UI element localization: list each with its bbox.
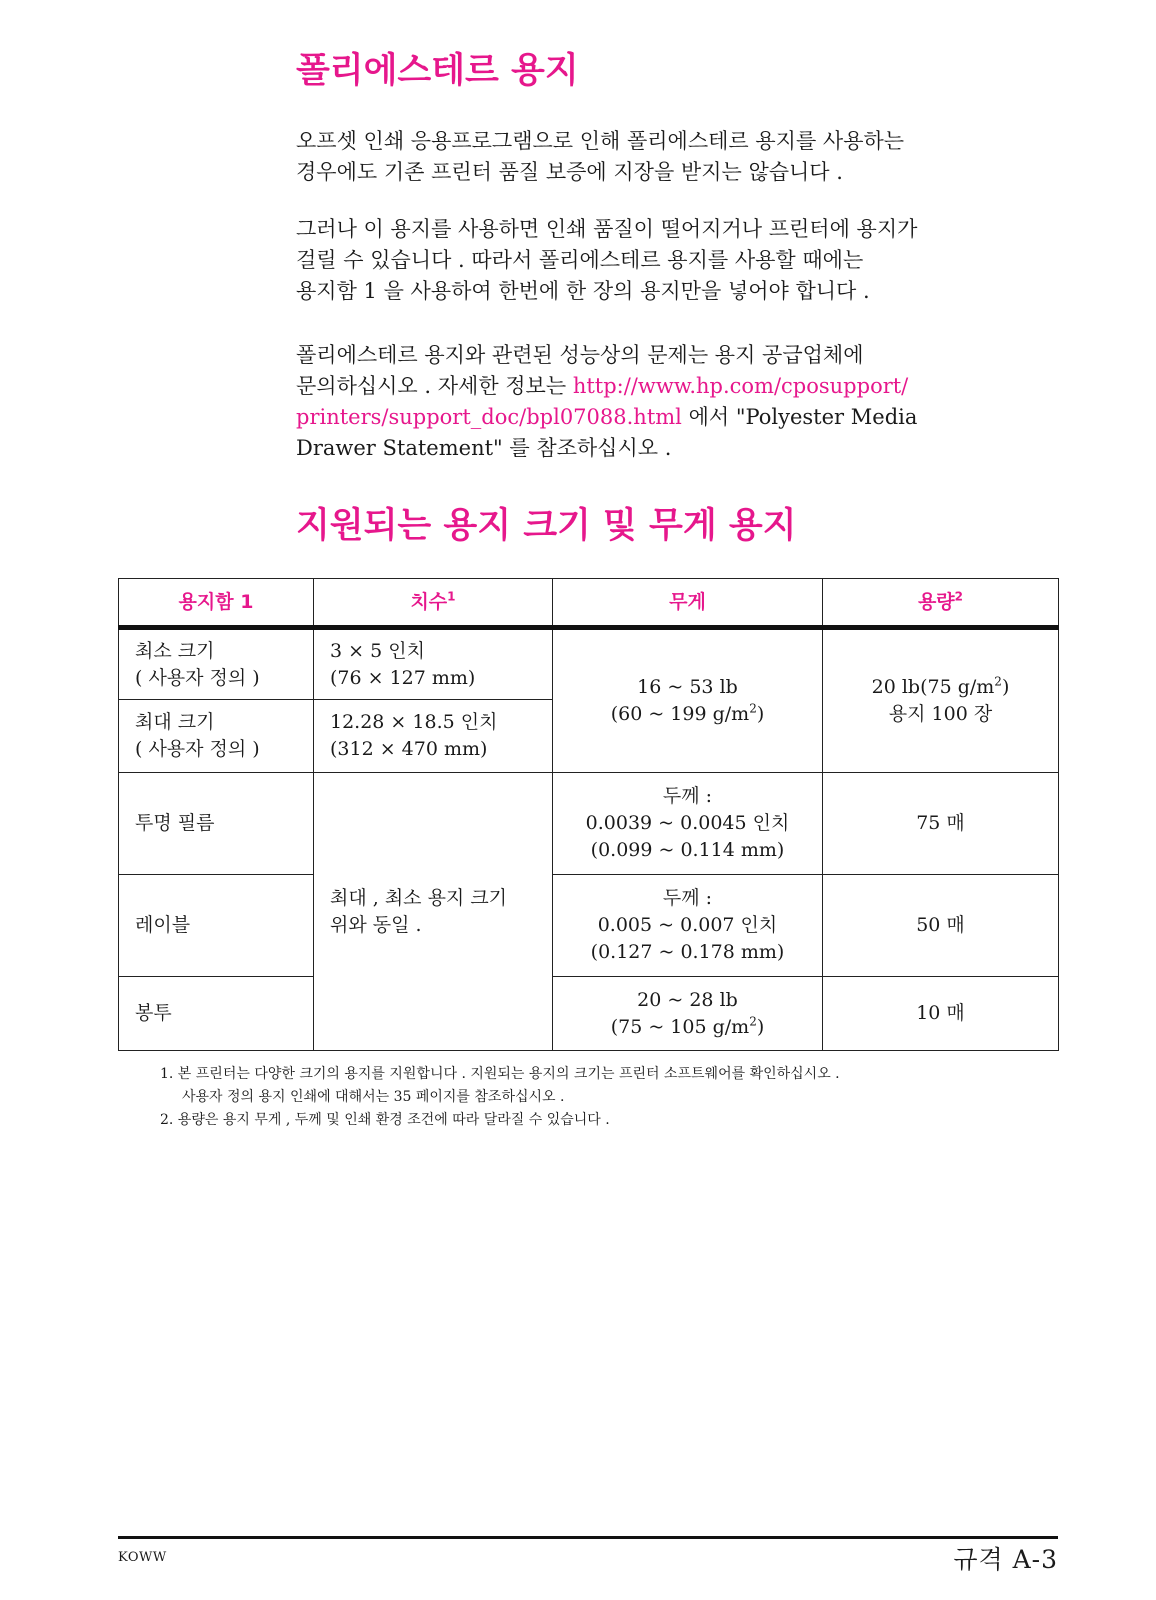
header-capacity: 용량$^2$ xyxy=(823,579,1059,628)
paragraph-line xyxy=(296,371,1056,402)
cell-labels-label: 레이블 xyxy=(119,875,314,977)
cell-custom-weight: 16 ~ 53 lb (60 ~ 199 $g/m^2$) xyxy=(553,628,823,773)
paragraph-support-info xyxy=(296,340,1056,464)
cell-transparency-label: 투명 필름 xyxy=(119,773,314,875)
paragraph-quality-warning xyxy=(296,214,1056,307)
section-title-polyester: 폴리에스테르 용지 xyxy=(296,51,579,91)
cell-envelopes-weight: 20 ~ 28 lb (75 ~ 105 $g/m^2$) xyxy=(553,977,823,1051)
footnotes xyxy=(160,1063,1040,1132)
cell-min-size-label: 최소 크기 ( 사용자 정의 ) xyxy=(119,628,314,700)
header-tray: 용지함 1 xyxy=(119,579,314,628)
paragraph-line: 그러나 이 용지를 사용하면 인쇄 품질이 떨어지거나 프린터에 용지가 xyxy=(296,217,918,241)
paragraph-text: 에서 "Polyester Media xyxy=(681,405,918,429)
cell-min-size-dims: 3 × 5 인치 (76 × 127 mm) xyxy=(314,628,553,700)
paragraph-text: 문의하십시오 . 자세한 정보는 xyxy=(296,374,573,398)
paragraph-line xyxy=(296,402,1056,433)
support-url-link-continued[interactable]: printers/support_doc/bpl07088.html xyxy=(296,405,682,429)
cell-max-size-dims: 12.28 × 18.5 인치 (312 × 470 mm) xyxy=(314,700,553,773)
paragraph-line: 오프셋 인쇄 응용프로그램으로 인해 폴리에스테르 용지를 사용하는 xyxy=(296,129,905,153)
cell-envelopes-capacity: 10 매 xyxy=(823,977,1059,1051)
cell-labels-capacity: 50 매 xyxy=(823,875,1059,977)
cell-max-size-label: 최대 크기 ( 사용자 정의 ) xyxy=(119,700,314,773)
cell-transparency-weight: 두께 : 0.0039 ~ 0.0045 인치 (0.099 ~ 0.114 mm) xyxy=(553,773,823,875)
table-row xyxy=(119,875,1059,977)
table-row xyxy=(119,977,1059,1051)
footnote-2: 2. 용량은 용지 무게 , 두께 및 인쇄 환경 조건에 따라 달라질 수 있습니다 . xyxy=(160,1112,610,1128)
cell-shared-dims: 최대 , 최소 용지 크기 위와 동일 . xyxy=(314,773,553,1051)
header-dimensions: 치수$^1$ xyxy=(314,579,553,628)
footer-page-number: 규격 A-3 xyxy=(953,1545,1058,1574)
footer-doc-code: KOWW xyxy=(118,1550,167,1565)
cell-labels-weight: 두께 : 0.005 ~ 0.007 인치 (0.127 ~ 0.178 mm) xyxy=(553,875,823,977)
cell-custom-capacity: 20 lb(75 $g/m^2$) 용지 100 장 xyxy=(823,628,1059,773)
cell-transparency-capacity: 75 매 xyxy=(823,773,1059,875)
footnote-1: 1. 본 프린터는 다양한 크기의 용지를 지원합니다 . 지원되는 용지의 크기는 프린터 소프트웨어를 확인하십시오 . xyxy=(160,1066,840,1082)
cell-envelopes-label: 봉투 xyxy=(119,977,314,1051)
paragraph-line: Drawer Statement" 를 참조하십시오 . xyxy=(296,436,672,460)
footer-divider xyxy=(118,1536,1058,1539)
paragraph-warranty xyxy=(296,126,1056,188)
table-header-row xyxy=(119,579,1059,628)
header-weight: 무게 xyxy=(553,579,823,628)
table-row xyxy=(119,628,1059,700)
paragraph-line: 폴리에스테르 용지와 관련된 성능상의 문제는 용지 공급업체에 xyxy=(296,343,864,367)
table-row xyxy=(119,773,1059,875)
support-url-link[interactable]: http://www.hp.com/cposupport/ xyxy=(572,374,909,398)
media-spec-table xyxy=(118,578,1059,1051)
paragraph-line: 용지함 1 을 사용하여 한번에 한 장의 용지만을 넣어야 합니다 . xyxy=(296,279,870,303)
section-title-supported-sizes: 지원되는 용지 크기 및 무게 용지 xyxy=(296,506,797,546)
footnote-1-continued: 사용자 정의 용지 인쇄에 대해서는 35 페이지를 참조하십시오 . xyxy=(182,1089,565,1105)
paragraph-line: 경우에도 기존 프린터 품질 보증에 지장을 받지는 않습니다 . xyxy=(296,160,843,184)
paragraph-line: 걸릴 수 있습니다 . 따라서 폴리에스테르 용지를 사용할 때에는 xyxy=(296,248,864,272)
